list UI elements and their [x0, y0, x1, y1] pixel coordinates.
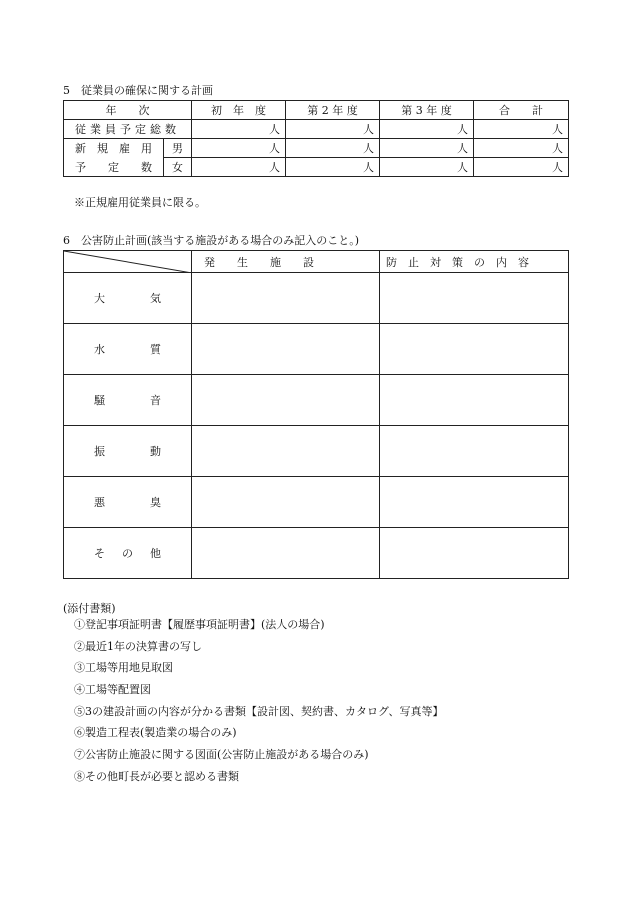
row-label-air: [64, 273, 192, 324]
row-new-label-top: 新 規 雇 用: [64, 139, 164, 158]
male-label: 男: [164, 139, 192, 158]
male-year1-cell[interactable]: 人: [192, 139, 286, 158]
odor-measures-cell[interactable]: [380, 477, 569, 528]
header-year: 年 次: [64, 101, 192, 120]
row-char: の: [122, 547, 133, 560]
table-row: [64, 528, 569, 579]
table-row: [64, 477, 569, 528]
attachments-list: [74, 614, 444, 788]
header-facility: [192, 251, 380, 273]
section6-title: 6 公害防止計画(該当する施設がある場合のみ記入のこと。): [63, 234, 360, 247]
row-label-noise: [64, 375, 192, 426]
row-char: そ: [94, 547, 105, 560]
row-char: 質: [150, 343, 161, 356]
vibration-measures-cell[interactable]: [380, 426, 569, 477]
water-measures-cell[interactable]: [380, 324, 569, 375]
list-item: ⑦公害防止施設に関する図面(公害防止施設がある場合のみ): [74, 748, 369, 762]
list-item: ④工場等配置図: [74, 683, 151, 697]
female-label: 女: [164, 158, 192, 177]
row-label-other: [64, 528, 192, 579]
table-row: [64, 426, 569, 477]
noise-measures-cell[interactable]: [380, 375, 569, 426]
attachments-heading: (添付書類): [63, 602, 116, 615]
table-row: [64, 273, 569, 324]
table-row: [64, 375, 569, 426]
water-facility-cell[interactable]: [192, 324, 380, 375]
header-measures-label: 防 止 対 策 の 内 容: [386, 255, 529, 269]
list-item: ⑤3の建設計画の内容が分かる書類【設計図、契約書、カタログ、写真等】: [74, 704, 444, 718]
noise-facility-cell[interactable]: [192, 375, 380, 426]
row-char: 騒: [94, 394, 105, 407]
female-year1-cell[interactable]: 人: [192, 158, 286, 177]
list-item: ①登記事項証明書【履歴事項証明書】(法人の場合): [74, 618, 325, 631]
female-sum-cell[interactable]: 人: [474, 158, 569, 177]
total-sum-cell[interactable]: 人: [474, 120, 569, 139]
table-row: [64, 139, 569, 158]
row-char: 気: [150, 292, 161, 305]
row-new-label-bottom: 予 定 数: [64, 158, 164, 177]
table-row: [64, 158, 569, 177]
row-total-label: 従業員予定総数: [64, 120, 192, 139]
header-year3: 第 3 年 度: [380, 101, 474, 120]
female-year2-cell[interactable]: 人: [286, 158, 380, 177]
vibration-facility-cell[interactable]: [192, 426, 380, 477]
male-sum-cell[interactable]: 人: [474, 139, 569, 158]
list-item: ⑧その他町長が必要と認める書類: [74, 769, 239, 783]
employee-note: ※正規雇用従業員に限る。: [74, 196, 206, 209]
row-char: 他: [150, 547, 161, 560]
air-facility-cell[interactable]: [192, 273, 380, 324]
row-label-water: [64, 324, 192, 375]
pollution-plan-table: [63, 250, 569, 579]
section5-title: 5 従業員の確保に関する計画: [63, 84, 213, 97]
header-facility-label: 発 生 施 設: [204, 255, 314, 269]
list-item: ③工場等用地見取図: [74, 661, 173, 675]
male-year2-cell[interactable]: 人: [286, 139, 380, 158]
row-char: 振: [94, 445, 105, 458]
employee-plan-table: [63, 100, 569, 177]
total-year2-cell[interactable]: 人: [286, 120, 380, 139]
row-char: 水: [94, 343, 105, 356]
table-header-row: [64, 101, 569, 120]
row-char: 悪: [94, 496, 105, 509]
diagonal-header-cell: [64, 251, 192, 273]
other-facility-cell[interactable]: [192, 528, 380, 579]
header-total: 合 計: [474, 101, 569, 120]
diagonal-line: [64, 251, 192, 273]
list-item: ⑥製造工程表(製造業の場合のみ): [74, 726, 237, 740]
header-measures: [380, 251, 569, 273]
male-year3-cell[interactable]: 人: [380, 139, 474, 158]
row-char: 大: [94, 292, 105, 305]
header-year2: 第 2 年 度: [286, 101, 380, 120]
table-header-row: [64, 251, 569, 273]
list-item: ②最近1年の決算書の写し: [74, 639, 202, 653]
row-label-vibration: [64, 426, 192, 477]
female-year3-cell[interactable]: 人: [380, 158, 474, 177]
total-year1-cell[interactable]: 人: [192, 120, 286, 139]
row-char: 臭: [150, 496, 161, 509]
header-year1: 初 年 度: [192, 101, 286, 120]
row-char: 音: [150, 394, 161, 407]
odor-facility-cell[interactable]: [192, 477, 380, 528]
air-measures-cell[interactable]: [380, 273, 569, 324]
row-label-odor: [64, 477, 192, 528]
table-row: [64, 324, 569, 375]
row-char: 動: [150, 445, 161, 458]
table-row: [64, 120, 569, 139]
other-measures-cell[interactable]: [380, 528, 569, 579]
total-year3-cell[interactable]: 人: [380, 120, 474, 139]
